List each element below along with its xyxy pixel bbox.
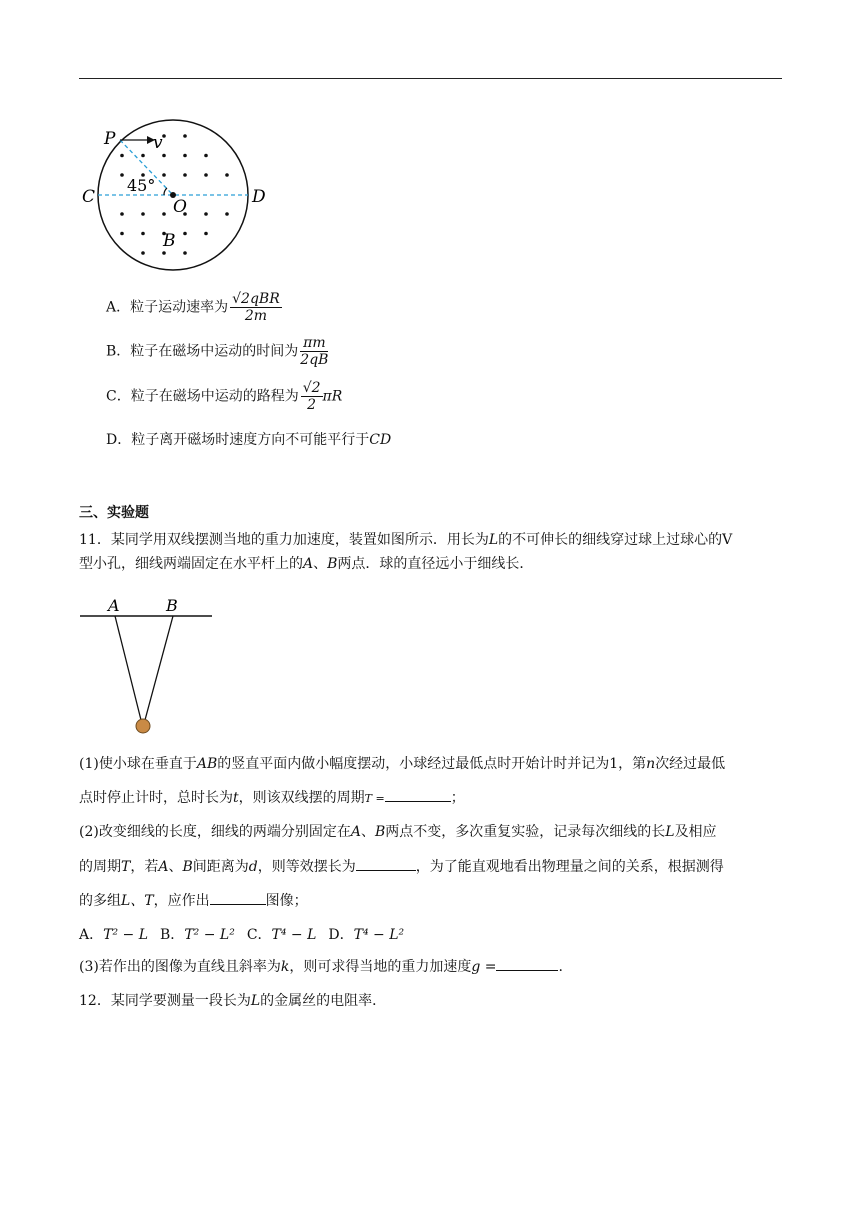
q11-part1-line1: (1)使小球在垂直于AB的竖直平面内做小幅度摆动，小球经过最低点时开始计时并记为1，第n次经过最低 bbox=[79, 756, 726, 772]
label-D: D bbox=[252, 187, 266, 207]
q11-part1-line2: 点时停止计时，总时长为t，则该双线摆的周期T = ； bbox=[79, 790, 465, 806]
answer-blank-graph[interactable] bbox=[210, 892, 266, 905]
option-C: C．粒子在磁场中运动的路程为 $\frac{√2}{2}$ πR bbox=[106, 380, 343, 413]
label-B: B bbox=[163, 231, 176, 251]
fig-label-B: B bbox=[166, 596, 178, 615]
q11-part3: (3)若作出的图像为直线且斜率为k，则可求得当地的重力加速度g = . bbox=[79, 959, 563, 975]
label-angle: 45° bbox=[127, 176, 156, 195]
label-C: C bbox=[82, 187, 96, 207]
option-B: B．粒子在磁场中运动的时间为 $\frac{\pi m}{2qB}$ bbox=[106, 335, 329, 368]
magnetic-field-figure bbox=[76, 118, 276, 278]
q11-part2-line1: (2)改变细线的长度，细线的两端分别固定在A、B两点不变，多次重复实验，记录每次细线的长L及相应 bbox=[79, 824, 717, 840]
q11-line1: 11．某同学用双线摆测当地的重力加速度，装置如图所示．用长为L的不可伸长的细线穿过球上过球心的V bbox=[79, 532, 733, 548]
option-A: A．粒子运动速率为 $\frac{\text{√2qBR}}{2m}$ bbox=[106, 291, 280, 324]
header-rule bbox=[79, 78, 782, 79]
q12-line: 12．某同学要测量一段长为L的金属丝的电阻率． bbox=[79, 993, 387, 1009]
answer-blank-period[interactable] bbox=[385, 789, 451, 802]
pendulum-figure bbox=[78, 594, 218, 740]
q11-part2-line2: 的周期T，若A、B间距离为d，则等效摆长为 ，为了能直观地看出物理量之间的关系，根据测得 bbox=[79, 859, 724, 875]
q11-line2: 型小孔，细线两端固定在水平杆上的A、B两点．球的直径远小于细线长． bbox=[79, 556, 534, 572]
label-v: v bbox=[153, 133, 163, 153]
q11-part2-line3: 的多组L、T，应作出 图像； bbox=[79, 893, 308, 909]
fig-label-A: A bbox=[108, 596, 120, 615]
section-title: 三、实验题 bbox=[79, 505, 149, 521]
answer-blank-length[interactable] bbox=[356, 858, 416, 871]
option-D: D．粒子离开磁场时速度方向不可能平行于CD bbox=[106, 432, 392, 448]
label-P: P bbox=[104, 129, 116, 149]
label-O: O bbox=[173, 197, 187, 217]
answer-blank-gravity[interactable] bbox=[496, 958, 558, 971]
q11-choices: A．T² − L B．T² − L² C．T⁴ − L D．T⁴ − L² bbox=[79, 927, 405, 943]
